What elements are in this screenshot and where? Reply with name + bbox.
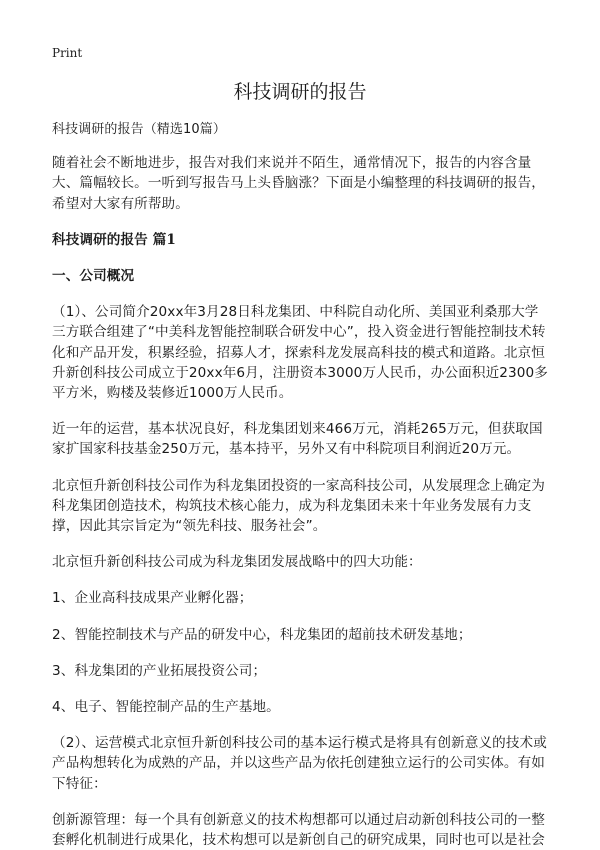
paragraph-6: 创新源管理：每一个具有创新意义的技术构想都可以通过启动新创科技公司的一整套孵化机制进行成果化，技术构想可以是新创自己的研究成果，同时也可以是社会 bbox=[52, 811, 545, 849]
print-label: Print bbox=[52, 46, 83, 60]
page-title: 科技调研的报告 bbox=[233, 81, 367, 103]
document-body bbox=[52, 120, 548, 850]
list-item-1: 1、企业高科技成果产业孵化器； bbox=[52, 590, 253, 607]
paragraph-5: （2）、运营模式北京恒升新创科技公司的基本运行模式是将具有创新意义的技术或产品构想转化为成熟的产品，并以这些产品为依托创建独立运行的公司实体。有如下特征： bbox=[52, 735, 547, 792]
list-item-4: 4、电子、智能控制产品的生产基地。 bbox=[52, 699, 280, 716]
section-heading: 科技调研的报告 篇1 bbox=[52, 231, 176, 248]
subheading: 一、公司概况 bbox=[52, 268, 135, 285]
list-item-2: 2、智能控制技术与产品的研发中心，科龙集团的超前技术研发基地； bbox=[52, 626, 472, 643]
paragraph-2: 近一年的运营，基本状况良好，科龙集团划来466万元，消耗265万元，但获取国家扩国家科技基金250万元，基本持平，另外又有中科院项目利润近20万元。 bbox=[52, 421, 543, 458]
paragraph-4: 北京恒升新创科技公司成为科龙集团发展战略中的四大功能： bbox=[52, 554, 422, 571]
paragraph-1: （1）、公司简介20xx年3月28日科龙集团、中科院自动化所、美国亚利桑那大学三方联合组建了“中美科龙智能控制联合研发中心”，投入资金进行智能控制技术转化和产品开发，积累经验，招募人才，探索科龙发展高科技的模式和道路。北京恒升新创科技公司成立于20xx年6月，注册资本3000万人民币，办公面积近2300多平方米，购楼及装修近1000万人民币。 bbox=[52, 304, 548, 402]
intro-paragraph: 随着社会不断地进步，报告对我们来说并不陌生，通常情况下，报告的内容含量大、篇幅较长。一听到写报告马上头昏脑涨？下面是小编整理的科技调研的报告，希望对大家有所帮助。 bbox=[52, 155, 545, 212]
paragraph-3: 北京恒升新创科技公司作为科龙集团投资的一家高科技公司，从发展理念上确定为科龙集团创造技术，构筑技术核心能力，成为科龙集团未来十年业务发展有力支撑，因此其宗旨定为“领先科技、服务社会”。 bbox=[52, 477, 545, 535]
list-item-3: 3、科龙集团的产业拓展投资公司； bbox=[52, 662, 267, 679]
document-subtitle: 科技调研的报告（精选10篇） bbox=[52, 122, 226, 137]
